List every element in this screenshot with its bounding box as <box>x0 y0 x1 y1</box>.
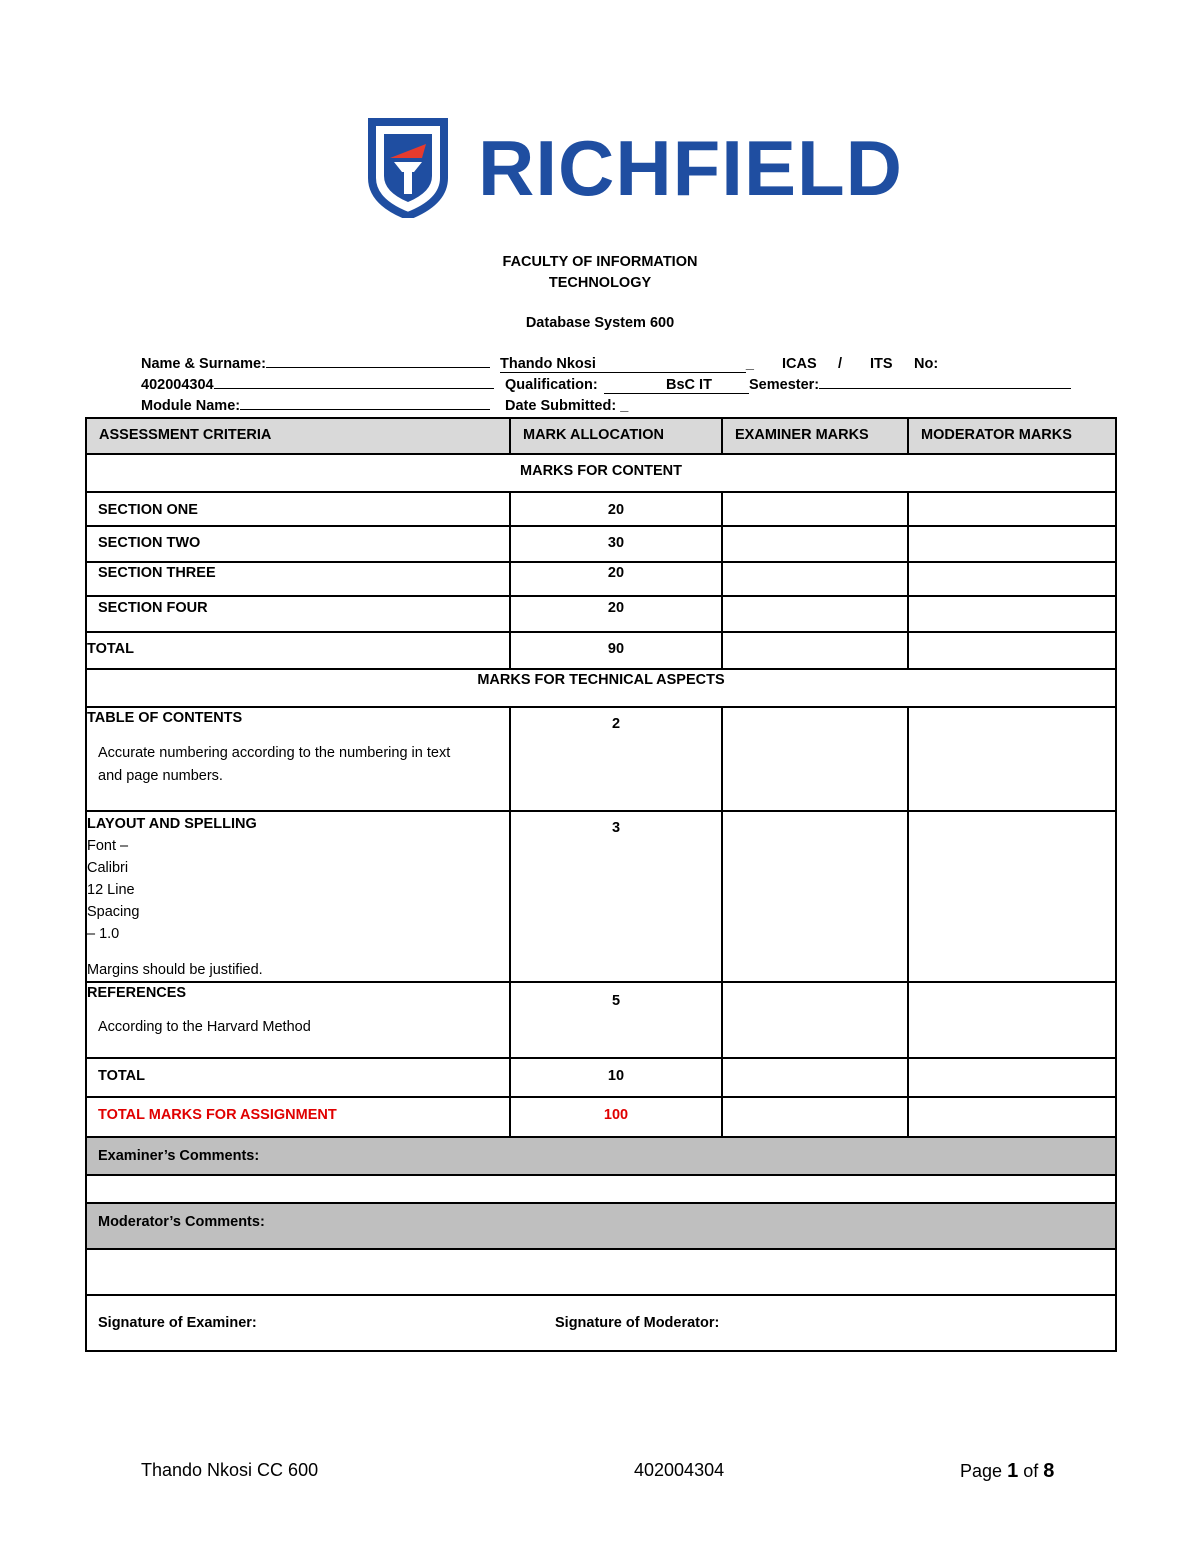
examiner-comments-label: Examiner’s Comments: <box>86 1137 1116 1175</box>
layout-margins: Margins should be justified. <box>87 962 263 978</box>
mark-cell: 3 <box>510 811 722 982</box>
no-label: No: <box>914 356 939 372</box>
header-assessment-criteria: ASSESSMENT CRITERIA <box>86 418 510 454</box>
layout-criteria-cell <box>86 811 510 982</box>
section-heading-row <box>86 669 1116 707</box>
references-title: REFERENCES <box>87 985 187 1001</box>
date-submitted-label: Date Submitted: _ <box>505 398 629 414</box>
examiner-comments-row <box>86 1175 1116 1203</box>
signature-examiner-label: Signature of Examiner: <box>98 1315 257 1331</box>
mark-cell: 30 <box>510 526 722 562</box>
examiner-mark-cell[interactable] <box>722 596 908 632</box>
slash-label: / <box>838 356 843 372</box>
table-header-row <box>86 418 1116 454</box>
moderator-mark-cell[interactable] <box>908 982 1116 1058</box>
moderator-mark-cell[interactable] <box>908 1058 1116 1097</box>
richfield-logo <box>368 118 903 218</box>
layout-line: Calibri <box>87 860 129 876</box>
name-value: Thando Nkosi _ <box>500 356 754 372</box>
marks-for-content-heading: MARKS FOR CONTENT <box>86 454 1116 492</box>
grand-total-marks: 100 <box>510 1097 722 1137</box>
table-row <box>86 707 1116 811</box>
examiner-mark-cell[interactable] <box>722 1058 908 1097</box>
header-mark-allocation: MARK ALLOCATION <box>510 418 722 454</box>
shield-torch-icon <box>368 118 448 218</box>
technical-total-marks: 10 <box>510 1058 722 1097</box>
qualification-label: Qualification: <box>505 377 598 393</box>
faculty-line-1: FACULTY OF INFORMATION <box>502 254 698 270</box>
mark-cell: 2 <box>510 707 722 811</box>
toc-desc-1: Accurate numbering according to the numbering in text <box>98 745 451 761</box>
examiner-comments-header-row <box>86 1137 1116 1175</box>
content-total-label: TOTAL <box>86 632 510 669</box>
module-name-label: Module Name: <box>141 398 490 414</box>
moderator-mark-cell[interactable] <box>908 1097 1116 1137</box>
layout-line: 12 Line <box>87 882 135 898</box>
references-desc: According to the Harvard Method <box>98 1019 311 1035</box>
footer-center: 402004304 <box>634 1460 725 1480</box>
table-row <box>86 562 1116 596</box>
moderator-comments-row <box>86 1249 1116 1295</box>
content-total-marks: 90 <box>510 632 722 669</box>
examiner-mark-cell[interactable] <box>722 526 908 562</box>
examiner-mark-cell[interactable] <box>722 707 908 811</box>
content-total-row <box>86 632 1116 669</box>
semester-label: Semester: <box>749 377 1071 393</box>
section-heading-row <box>86 454 1116 492</box>
moderator-comments-header-row <box>86 1203 1116 1249</box>
examiner-mark-cell[interactable] <box>722 982 908 1058</box>
moderator-mark-cell[interactable] <box>908 632 1116 669</box>
criteria-cell: SECTION TWO <box>86 526 510 562</box>
signature-cell <box>86 1295 1116 1351</box>
examiner-mark-cell[interactable] <box>722 811 908 982</box>
grand-total-label: TOTAL MARKS FOR ASSIGNMENT <box>86 1097 510 1137</box>
examiner-mark-cell[interactable] <box>722 1097 908 1137</box>
references-criteria-cell <box>86 982 510 1058</box>
toc-desc-2: and page numbers. <box>98 768 223 784</box>
footer-left: Thando Nkosi CC 600 <box>141 1460 319 1480</box>
table-row <box>86 492 1116 526</box>
module-title: Database System 600 <box>525 315 675 331</box>
layout-line: Spacing <box>87 904 140 920</box>
toc-title: TABLE OF CONTENTS <box>87 710 243 726</box>
faculty-line-2: TECHNOLOGY <box>548 275 652 291</box>
mark-cell: 5 <box>510 982 722 1058</box>
technical-total-row <box>86 1058 1116 1097</box>
page-indicator: Page 1 of 8 <box>960 1460 1055 1482</box>
header-moderator-marks: MODERATOR MARKS <box>908 418 1116 454</box>
moderator-comments-field[interactable] <box>86 1249 1116 1295</box>
moderator-comments-label: Moderator’s Comments: <box>86 1203 1116 1249</box>
qualification-value: BsC IT <box>604 377 749 394</box>
examiner-mark-cell[interactable] <box>722 562 908 596</box>
icas-label: ICAS <box>782 356 817 372</box>
table-row <box>86 982 1116 1058</box>
student-number: 402004304 <box>141 377 494 393</box>
moderator-mark-cell[interactable] <box>908 811 1116 982</box>
mark-cell: 20 <box>510 492 722 526</box>
examiner-comments-field[interactable] <box>86 1175 1116 1203</box>
header-examiner-marks: EXAMINER MARKS <box>722 418 908 454</box>
layout-line: Font – <box>87 838 129 854</box>
signature-moderator-label: Signature of Moderator: <box>555 1315 720 1331</box>
toc-criteria-cell <box>86 707 510 811</box>
its-label: ITS <box>870 356 893 372</box>
moderator-mark-cell[interactable] <box>908 562 1116 596</box>
moderator-mark-cell[interactable] <box>908 526 1116 562</box>
layout-line: – 1.0 <box>87 926 120 942</box>
mark-cell: 20 <box>510 562 722 596</box>
examiner-mark-cell[interactable] <box>722 492 908 526</box>
mark-cell: 20 <box>510 596 722 632</box>
criteria-cell: SECTION ONE <box>86 492 510 526</box>
examiner-mark-cell[interactable] <box>722 632 908 669</box>
moderator-mark-cell[interactable] <box>908 596 1116 632</box>
grand-total-row <box>86 1097 1116 1137</box>
table-row <box>86 596 1116 632</box>
moderator-mark-cell[interactable] <box>908 492 1116 526</box>
table-row <box>86 526 1116 562</box>
table-row <box>86 811 1116 982</box>
technical-total-label: TOTAL <box>86 1058 510 1097</box>
signature-row <box>86 1295 1116 1351</box>
criteria-cell: SECTION THREE <box>86 562 510 596</box>
layout-title: LAYOUT AND SPELLING <box>87 816 257 832</box>
marks-for-technical-heading: MARKS FOR TECHNICAL ASPECTS <box>86 669 1116 707</box>
assessment-table <box>85 417 1117 1352</box>
criteria-cell: SECTION FOUR <box>86 596 510 632</box>
name-label: Name & Surname: <box>141 356 490 372</box>
moderator-mark-cell[interactable] <box>908 707 1116 811</box>
logo-text: RICHFIELD <box>478 124 903 212</box>
